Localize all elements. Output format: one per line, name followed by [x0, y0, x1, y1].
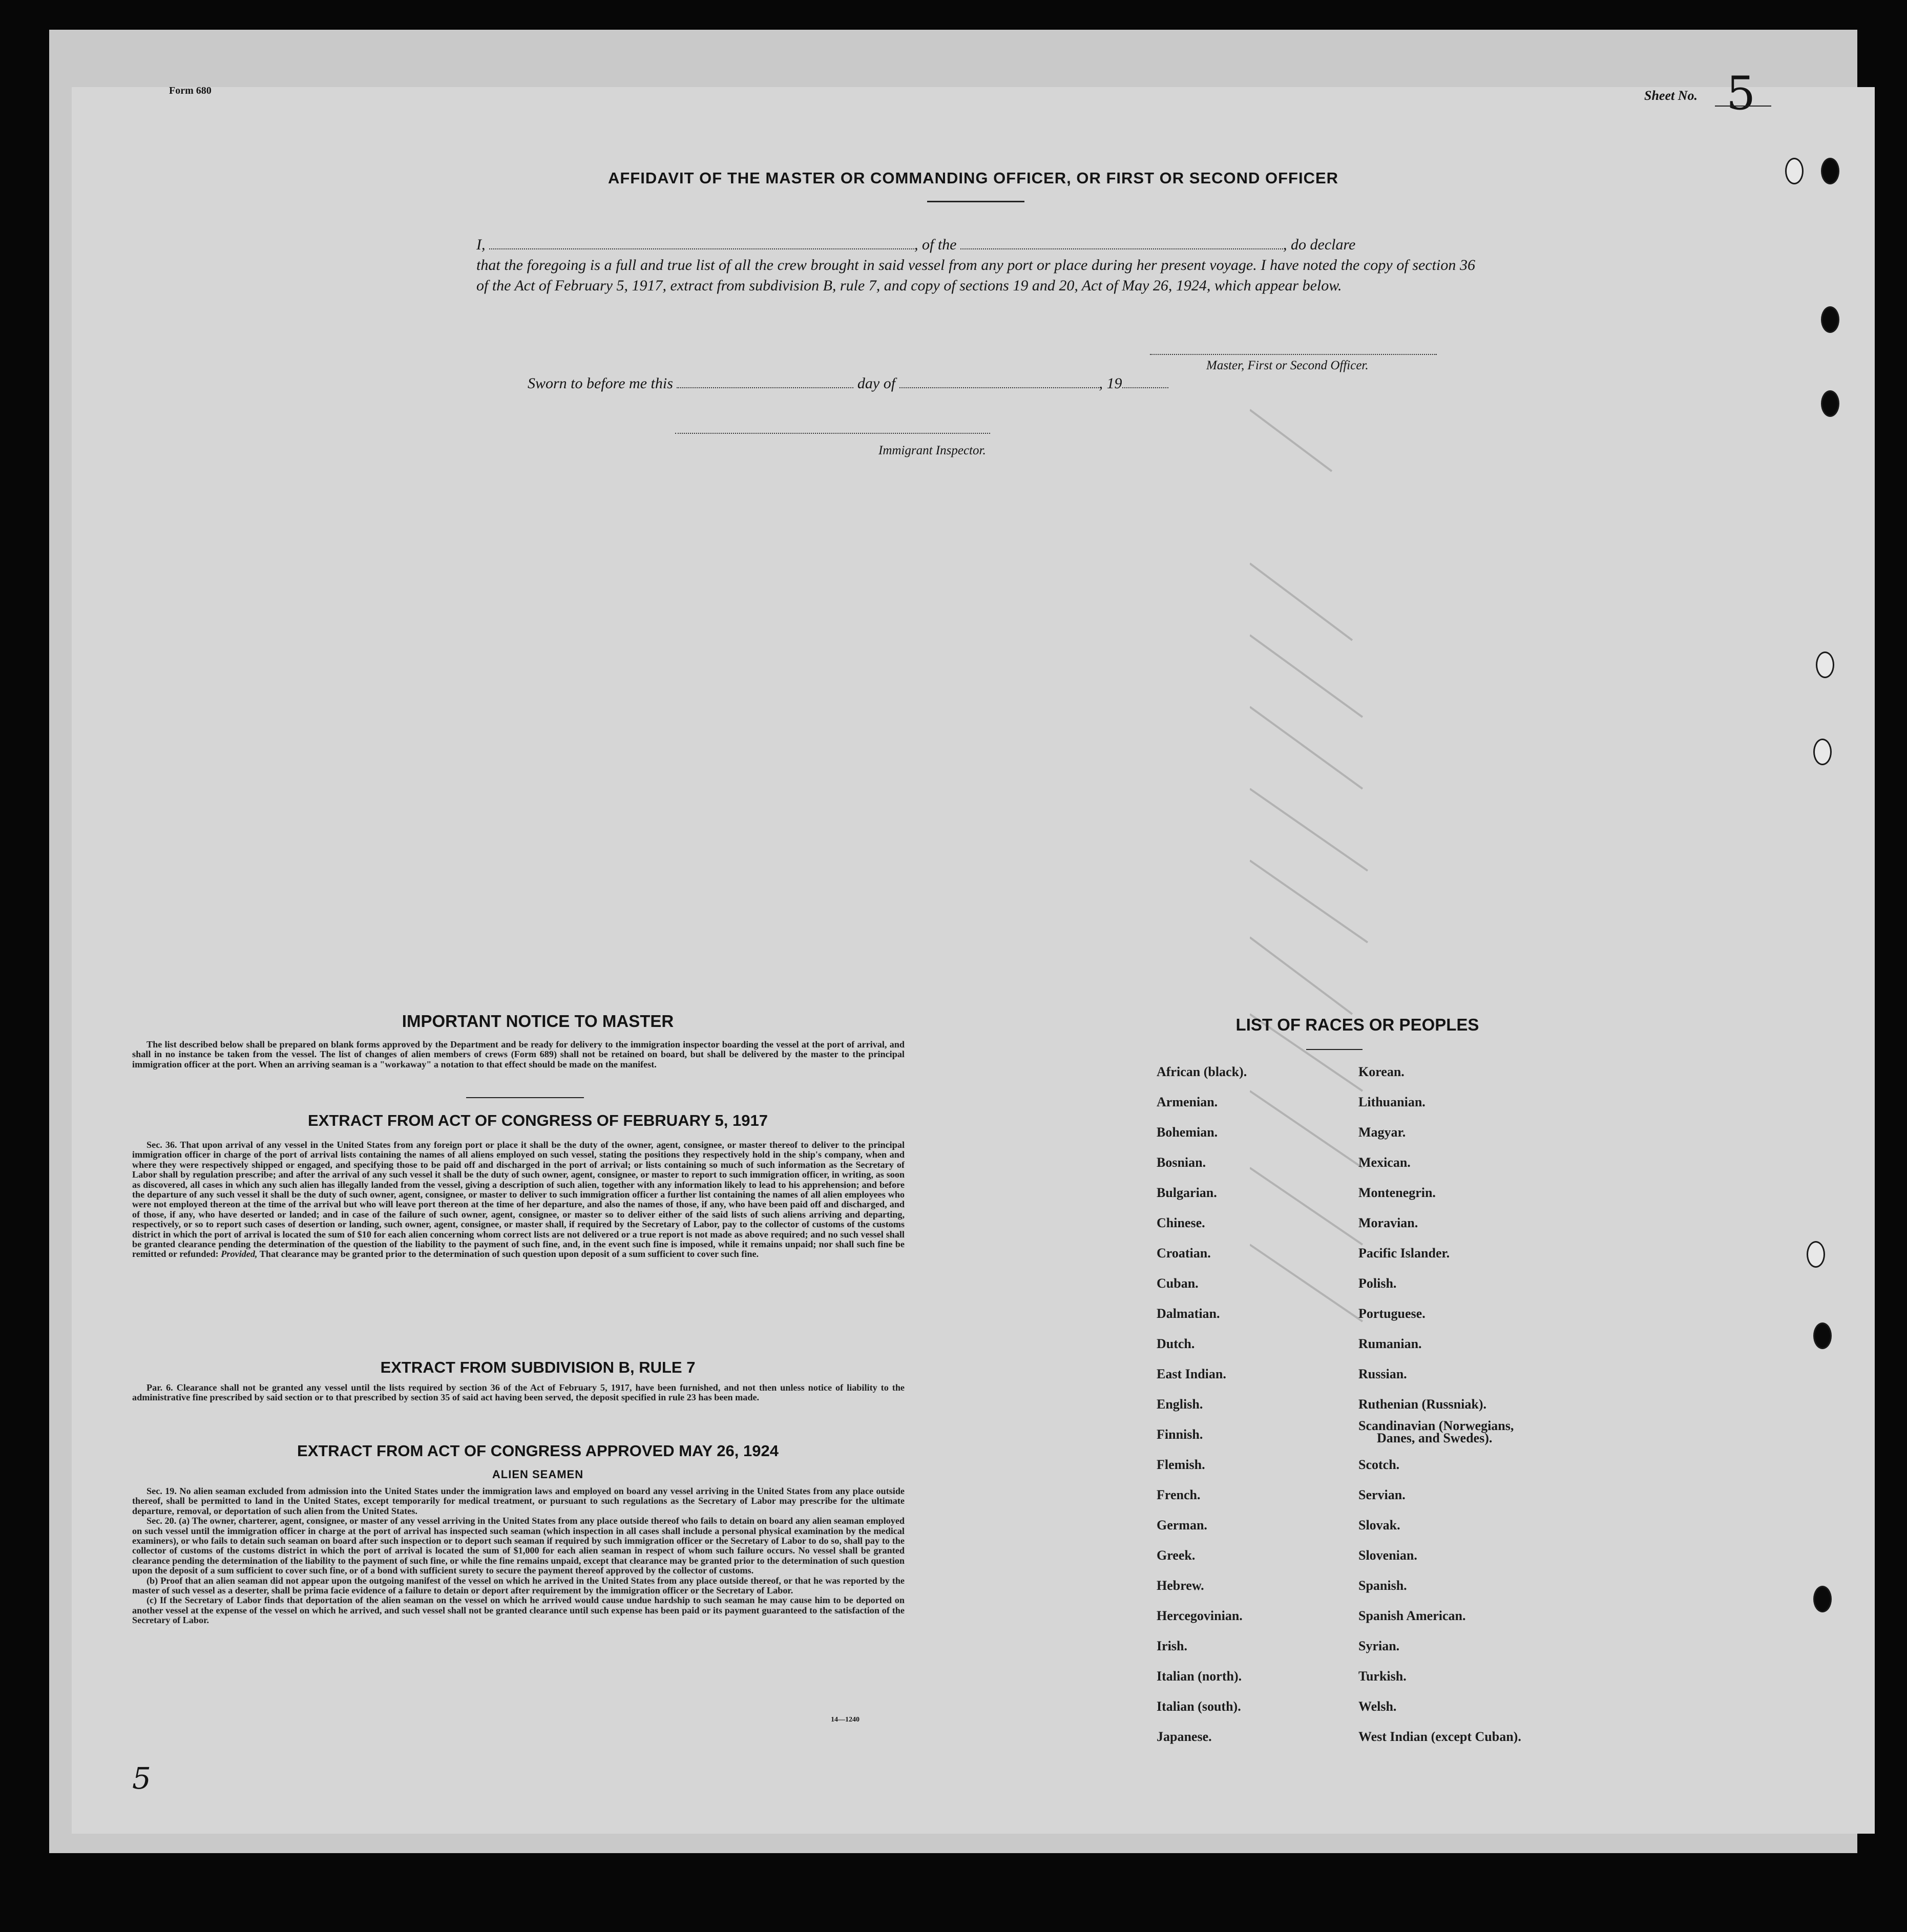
- sheet-number-label: Sheet No.: [1644, 88, 1698, 103]
- section-20b-label: (b): [146, 1575, 158, 1586]
- subdivision-b-text: [132, 1383, 905, 1403]
- affidavit-declaration-line: [476, 235, 1475, 255]
- section-36-paragraph: [132, 1140, 905, 1259]
- race-left-item: African (black).: [1157, 1064, 1247, 1079]
- race-left-item: Bulgarian.: [1157, 1185, 1217, 1200]
- race-left-item: Greek.: [1157, 1548, 1196, 1563]
- do-declare-text: , do declare: [1283, 236, 1356, 253]
- race-left-item: German.: [1157, 1518, 1207, 1532]
- form-code: 14—1240: [831, 1716, 860, 1724]
- sheet-number-line: [1715, 106, 1771, 107]
- notice-text: [132, 1040, 905, 1069]
- race-right-item: Scotch.: [1358, 1457, 1400, 1472]
- year-prefix-text: , 19: [1099, 375, 1122, 392]
- race-left-item: Flemish.: [1157, 1457, 1205, 1472]
- race-right-item: Portuguese.: [1358, 1306, 1426, 1321]
- par-6-label: Par. 6.: [146, 1382, 173, 1393]
- race-left-item: English.: [1157, 1397, 1203, 1412]
- notice-paragraph: The list described below shall be prepared on blank forms approved by the Department and be ready for delivery to the immigration inspector boarding the vessel at the port of arrival, and shall in no instance be taken from the vessel. The list of changes of alien members of crews (Form 689) shall not be retained on board, but shall be delivered by the master to the principal immigration officer at the port. When an arriving seaman is a "workaway" a notation to that effect should be made on the manifest.: [132, 1039, 905, 1069]
- vessel-name-field[interactable]: [960, 237, 1283, 249]
- section-36-text: That upon arrival of any vessel in the United States from any foreign port or place it shall be the duty of the owner, agent, consignee, or master thereof to deliver to the principal immigration officer in charge of the port of arrival lists containing the names of all aliens employed on such vessel, stating the positions they respectively hold in the ship's company, when and where they were respectively shipped or engaged, and specifying those to be paid off and discharged in the port of arrival; or lists containing so much of such information as the Secretary of Labor shall by regulation prescribe; and after the arrival of any such vessel it shall be the duty of such owner, agent, consignee, or master to report to such immigration officer, in writing, as soon as discovered, all cases in which any such alien has illegally landed from the vessel, giving a description of such alien, together with any information likely to lead to his apprehension; and before the departure of any such vessel it shall be the duty of such owner, agent, consignee, or master to deliver to such immigration officer a further list containing the names of all alien employees who were not employed thereon at the time of the arrival but who will leave port thereon at the time of her departure, and also the names of those, if any, who have been paid off and discharged, and of those, if any, who have deserted or landed; and in case of the failure of such owner, agent, consignee, or master so to deliver either of the said lists of such aliens arriving and departing, respectively, or so to report such cases of desertion or landing, such owner, agent, consignee, or master shall, if required by the Secretary of Labor, pay to the collector of customs of the customs district in which the port of arrival is located the sum of $10 for each alien concerning whom correct lists are not delivered or a true report is not made as above required; and no such vessel shall be granted clearance pending the determination of the question of the liability to the payment of such fine, and, in the event such fine is imposed, while it remains unpaid; nor shall such fine be remitted or refunded:: [132, 1140, 905, 1259]
- race-left-item: Dalmatian.: [1157, 1306, 1220, 1321]
- declarant-name-field[interactable]: [489, 237, 914, 249]
- race-right-item: Lithuanian.: [1358, 1095, 1426, 1109]
- binder-hole: [1813, 739, 1832, 765]
- race-left-item: French.: [1157, 1487, 1201, 1502]
- section-20c-text: If the Secretary of Labor finds that deportation of the alien seaman on the vessel on which he arrived would cause undue hardship to such seaman he may cause him to be deported on another vessel at the expense of the vessel on which he arrived, and such vessel shall not be granted clearance until such expense has been paid or its payment guaranteed to the satisfaction of the Secretary of Labor.: [132, 1595, 905, 1626]
- signature-label: Master, First or Second Officer.: [1206, 359, 1369, 372]
- race-right-item: Korean.: [1358, 1064, 1405, 1079]
- bleed-through-marks: [1250, 400, 1752, 1629]
- race-right-item: Moravian.: [1358, 1215, 1418, 1230]
- affidavit-rule: [927, 201, 1024, 202]
- race-right-item: Syrian.: [1358, 1639, 1400, 1653]
- binder-hole: [1785, 158, 1804, 184]
- section-20a-text: The owner, charterer, agent, consignee, or master of any vessel arriving in the United States from any place outside thereof who fails to detain on board any alien seaman employed on such vessel until the immigration officer in charge at the port of arrival has inspected such seaman (which inspection in all cases shall include a personal physical examination by the medical examiners), or who fails to detain such seaman on board after such inspection or to deport such seaman if required by such immigration officer or the Secretary of Labor to do so, shall pay to the collector of customs of the customs district in which the port of arrival is located the sum of $1,000 for each alien seaman in respect of whom such failure occurs. No vessel shall be granted clearance pending the determination of the liability to the payment of such fine, or while the fine remains unpaid, except that clearance may be granted prior to the determination of such question upon the deposit of a sum sufficient to cover such fine, or of a bond with sufficient surety to secure the payment thereof approved by the collector of customs.: [132, 1516, 905, 1576]
- races-heading: LIST OF RACES OR PEOPLES: [1235, 1015, 1479, 1034]
- sworn-line: [528, 375, 1168, 392]
- act-1924-heading: EXTRACT FROM ACT OF CONGRESS APPROVED MAY 26, 1924: [297, 1442, 779, 1460]
- sheet-number-value: 5: [1726, 67, 1756, 120]
- race-right-item: Russian.: [1358, 1367, 1407, 1381]
- affidavit-body: [476, 235, 1475, 296]
- affidavit-heading: AFFIDAVIT OF THE MASTER OR COMMANDING OFFICER, OR FIRST OR SECOND OFFICER: [607, 169, 1339, 187]
- binder-hole-punched: [1821, 158, 1839, 184]
- race-left-item: Bosnian.: [1157, 1155, 1206, 1170]
- race-right-item: Servian.: [1358, 1487, 1406, 1502]
- race-right-item: Ruthenian (Russniak).: [1358, 1397, 1486, 1412]
- act-1924-text: [132, 1486, 905, 1626]
- par-6-text: Clearance shall not be granted any vessel until the lists required by section 36 of the Act of February 5, 1917, have been furnished, and not then unless notice of liability to the administrative fine prescribed by said section or to that prescribed by section 35 of said act having been served, the deposit specified in rule 23 has been made.: [132, 1382, 905, 1403]
- race-left-item: Croatian.: [1157, 1246, 1211, 1261]
- race-left-item: Irish.: [1157, 1639, 1187, 1653]
- section-20-label: Sec. 20. (a): [146, 1516, 190, 1526]
- race-left-item: Chinese.: [1157, 1215, 1205, 1230]
- race-right-item: Turkish.: [1358, 1669, 1407, 1684]
- alien-seamen-subheading: ALIEN SEAMEN: [492, 1468, 584, 1481]
- sworn-month-field[interactable]: [899, 376, 1099, 388]
- race-left-item: Italian (south).: [1157, 1699, 1241, 1714]
- race-left-item: East Indian.: [1157, 1367, 1226, 1381]
- race-right-item: Slovak.: [1358, 1518, 1400, 1532]
- notice-heading: IMPORTANT NOTICE TO MASTER: [402, 1012, 674, 1031]
- race-left-item: Finnish.: [1157, 1427, 1203, 1442]
- race-left-item: Italian (north).: [1157, 1669, 1242, 1684]
- binder-hole-punched: [1813, 1586, 1832, 1612]
- race-right-item: Spanish American.: [1358, 1608, 1466, 1623]
- sworn-day-field[interactable]: [677, 376, 853, 388]
- section-20b-paragraph: [132, 1576, 905, 1596]
- section-20a-paragraph: [132, 1516, 905, 1576]
- race-right-item: Montenegrin.: [1358, 1185, 1436, 1200]
- of-the-text: , of the: [914, 236, 957, 253]
- race-right-item: Mexican.: [1358, 1155, 1411, 1170]
- sworn-text: Sworn to before me this: [528, 375, 673, 392]
- act-1917-text: [132, 1140, 905, 1259]
- inspector-signature-line[interactable]: [675, 433, 990, 434]
- race-right-item-scandinavian: [1358, 1420, 1584, 1444]
- section-19-paragraph: [132, 1486, 905, 1516]
- race-left-item: Cuban.: [1157, 1276, 1199, 1291]
- handwritten-marginal-note: 5: [132, 1761, 151, 1796]
- proviso-text: That clearance may be granted prior to the determination of such question upon deposit of a sum sufficient to cover such fine.: [259, 1249, 759, 1259]
- sworn-year-field[interactable]: [1122, 376, 1168, 388]
- scandinavian-line-2: Danes, and Swedes).: [1377, 1431, 1493, 1445]
- race-left-item: Hebrew.: [1157, 1578, 1204, 1593]
- race-right-item: Slovenian.: [1358, 1548, 1417, 1563]
- proviso-label: Provided,: [221, 1249, 258, 1259]
- declarant-prefix: I,: [476, 236, 486, 253]
- race-right-item: Magyar.: [1358, 1125, 1406, 1140]
- section-20b-text: Proof that an alien seaman did not appear upon the outgoing manifest of the vessel on which he arrived in the United States from any place outside thereof, or that he was reported by the master of such vessel as a deserter, shall be prima facie evidence of a failure to detain or deport after requirement by the immigration officer or the Secretary of Labor.: [132, 1575, 905, 1596]
- race-left-item: Dutch.: [1157, 1336, 1195, 1351]
- section-20c-label: (c): [146, 1595, 157, 1606]
- race-right-item: West Indian (except Cuban).: [1358, 1729, 1521, 1744]
- race-left-item: Armenian.: [1157, 1095, 1218, 1109]
- race-right-item: Spanish.: [1358, 1578, 1407, 1593]
- binder-hole: [1807, 1241, 1825, 1268]
- race-right-item: Pacific Islander.: [1358, 1246, 1450, 1261]
- race-left-item: Bohemian.: [1157, 1125, 1218, 1140]
- binder-hole-punched: [1821, 390, 1839, 417]
- act-1917-heading: EXTRACT FROM ACT OF CONGRESS OF FEBRUARY 5, 1917: [308, 1111, 768, 1129]
- races-rule: [1306, 1049, 1363, 1050]
- form-number: Form 680: [169, 85, 212, 96]
- race-right-item: Welsh.: [1358, 1699, 1397, 1714]
- section-19-text: No alien seaman excluded from admission into the United States under the immigration laws and employed on board any vessel arriving in the United States from any place outside thereof, shall be permitted to land in the United States, except temporarily for medical treatment, or pursuant to such regulations as the Secretary of Labor may prescribe for the ultimate departure, removal, or deportation of such alien from the United States.: [132, 1486, 905, 1516]
- notice-rule: [466, 1097, 584, 1098]
- section-19-label: Sec. 19.: [146, 1486, 177, 1496]
- inspector-label: Immigrant Inspector.: [878, 444, 986, 457]
- race-left-item: Japanese.: [1157, 1729, 1212, 1744]
- binder-hole: [1816, 652, 1834, 678]
- affidavit-statement: that the foregoing is a full and true list of all the crew brought in said vessel from any port or place during her present voyage. I have noted the copy of section 36 of the Act of February 5, 1917, extract from subdivision B, rule 7, and copy of sections 19 and 20, Act of May 26, 1924, which appear below.: [476, 257, 1475, 294]
- signature-line[interactable]: [1150, 354, 1437, 355]
- day-of-text: day of: [857, 375, 896, 392]
- section-36-label: Sec. 36.: [146, 1140, 177, 1150]
- subdivision-b-heading: EXTRACT FROM SUBDIVISION B, RULE 7: [380, 1358, 696, 1376]
- race-right-item: Polish.: [1358, 1276, 1397, 1291]
- par-6-paragraph: [132, 1383, 905, 1403]
- scandinavian-line-1: Scandinavian (Norwegians,: [1358, 1418, 1514, 1433]
- binder-hole-punched: [1813, 1322, 1832, 1349]
- race-right-item: Rumanian.: [1358, 1336, 1422, 1351]
- section-20c-paragraph: [132, 1595, 905, 1625]
- binder-hole-punched: [1821, 306, 1839, 333]
- race-left-item: Hercegovinian.: [1157, 1608, 1243, 1623]
